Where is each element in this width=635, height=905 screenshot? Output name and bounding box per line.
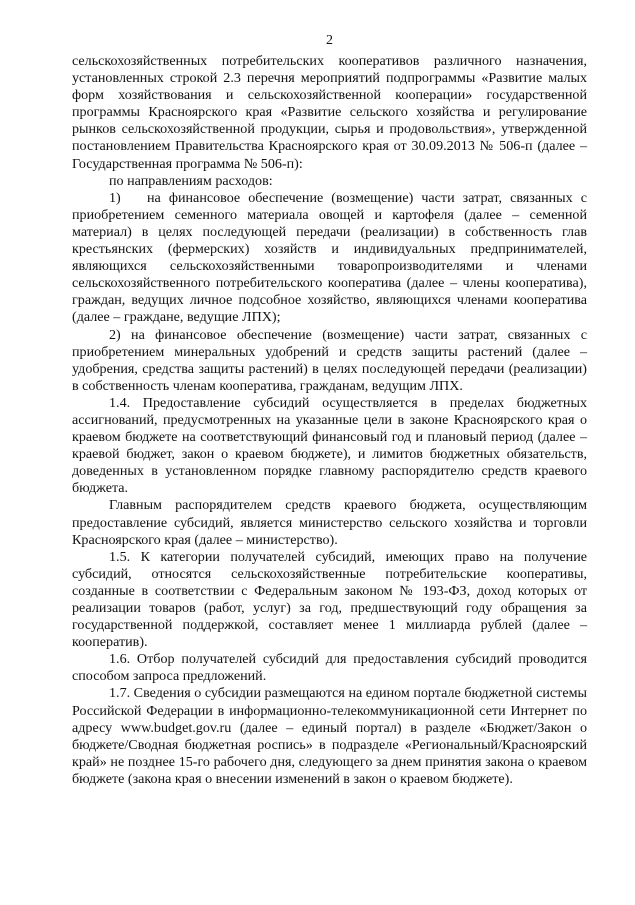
paragraph-1-7: 1.7. Сведения о субсидии размещаются на едином портале бюджетной системы Российской Федерации в информационно-телекоммуникационной сети Интернет по адресу www.budget.gov.ru (далее – единый портал) в разделе «Бюджет/Закон о бюджете/Сводная бюджетная роспись» в подразделе «Региональный/Красноярский край» не позднее 15-го рабочего дня, следующего за днем принятия закона о краевом бюджете (закона края о внесении изменений в закон о краевом бюджете). (72, 685, 587, 787)
paragraph-main-administrator: Главным распорядителем средств краевого бюджета, осуществляющим предоставление субсидий, является министерство сельского хозяйства и торговли Красноярского края (далее – министерство). (72, 497, 587, 548)
paragraph-item-2: 2) на финансовое обеспечение (возмещение) части затрат, связанных с приобретением минеральных удобрений и средств защиты растений (далее – удобрения, средства защиты растений) в целях последующей передачи (реализации) в собственность членам кооператива, гражданам, ведущим ЛПХ. (72, 326, 587, 394)
paragraph-intro: сельскохозяйственных потребительских кооперативов различного назначения, установленных строкой 2.3 перечня мероприятий подпрограммы «Развитие малых форм хозяйствования и сельскохозяйственной кооперации» государственной программы Красноярского края «Развитие сельского хозяйства и регулирование рынков сельскохозяйственной продукции, сырья и продовольствия», утвержденной постановлением Правительства Красноярского края от 30.09.2013 № 506-п (далее – Государственная программа № 506-п): (72, 53, 587, 172)
item-text: на финансовое обеспечение (возмещение) части затрат, связанных с приобретением семенного материала овощей и картофеля (далее – семенной материал) в целях последующей передачи (реализации) в собственность глав крестьянских (фермерских) хозяйств и индивидуальных предпринимателей, являющихся сельскохозяйственными товаропроизводителями и членами сельскохозяйственного потребительского кооператива (далее – члены кооператива), граждан, ведущих личное подсобное хозяйство, являющихся членами кооператива (далее – граждане, ведущие ЛПХ); (72, 189, 587, 326)
document-body (72, 53, 587, 788)
paragraph-1-6: 1.6. Отбор получателей субсидий для предоставления субсидий проводится способом запроса предложений. (72, 651, 587, 685)
page-number: 2 (326, 33, 333, 48)
paragraph-1-4: 1.4. Предоставление субсидий осуществляется в пределах бюджетных ассигнований, предусмотренных на указанные цели в законе Красноярского края о краевом бюджете на соответствующий финансовый год и плановый период (далее – краевой бюджет, закон о краевом бюджете), и лимитов бюджетных обязательств, доведенных в установленном порядке главному распорядителю средств краевого бюджета. (72, 394, 587, 497)
paragraph-item-1 (72, 190, 587, 327)
item-number: 1) (109, 189, 121, 206)
paragraph-directions: по направлениям расходов: (109, 172, 273, 189)
paragraph-1-5: 1.5. К категории получателей субсидий, имеющих право на получение субсидий, относятся сельскохозяйственные потребительские кооперативы, созданные в соответствии с Федеральным законом № 193-ФЗ, доход которых от реализации товаров (работ, услуг) за год, предшествующий году обращения за государственной поддержкой, составляет менее 1 миллиарда рублей (далее – кооператив). (72, 548, 587, 651)
